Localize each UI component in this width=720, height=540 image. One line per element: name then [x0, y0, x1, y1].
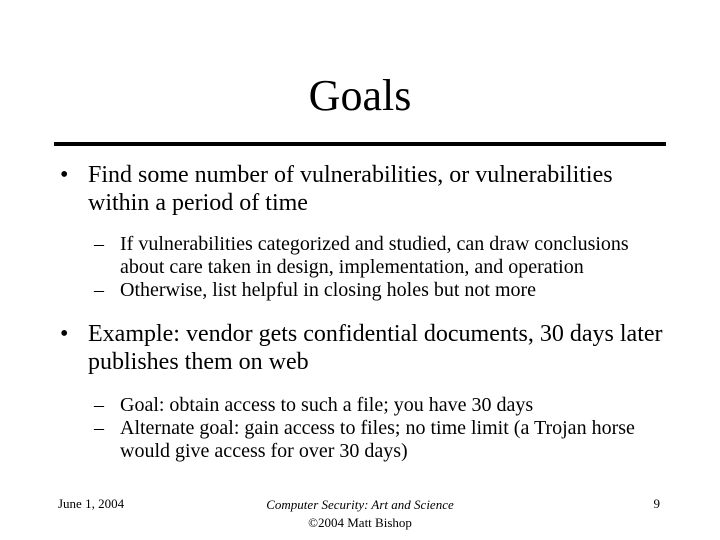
sub-bullet-item — [54, 394, 674, 417]
sub-bullet-text: Alternate goal: gain access to files; no time limit (a Trojan horse would give access for over 30 days) — [120, 417, 635, 462]
sub-list-container — [54, 233, 674, 302]
page-number: 9 — [653, 496, 660, 511]
sub-list-container — [54, 394, 674, 463]
bullet-text: Find some number of vulnerabilities, or vulnerabilities within a period of time — [88, 162, 613, 216]
sub-bullet-item — [54, 279, 674, 302]
sub-bullet-mark: – — [94, 417, 104, 439]
sub-bullet-list — [54, 233, 674, 302]
bullet-mark: • — [60, 321, 69, 347]
slide-title: Goals — [308, 71, 412, 120]
bullet-item — [54, 161, 674, 217]
bullet-list — [54, 161, 674, 463]
bullet-mark: • — [60, 162, 69, 188]
bullet-text: Example: vendor gets confidential documents, 30 days later publishes them on web — [88, 321, 663, 375]
sub-bullet-item — [54, 417, 674, 463]
sub-bullet-mark: – — [94, 233, 104, 255]
footer-course-title: Computer Security: Art and Science — [266, 497, 454, 512]
footer-date: June 1, 2004 — [58, 496, 125, 511]
sub-bullet-mark: – — [94, 394, 104, 416]
sub-bullet-item — [54, 233, 674, 279]
footer-center — [210, 496, 510, 532]
sub-bullet-mark: – — [94, 279, 104, 301]
sub-bullet-text: If vulnerabilities categorized and studied, can draw conclusions about care taken in design, implementation, and operation — [120, 233, 629, 278]
sub-bullet-text: Goal: obtain access to such a file; you have 30 days — [120, 394, 534, 416]
title-divider — [54, 142, 666, 146]
footer-copyright: ©2004 Matt Bishop — [308, 515, 412, 530]
bullet-item — [54, 320, 674, 376]
sub-bullet-list — [54, 394, 674, 463]
sub-bullet-text: Otherwise, list helpful in closing holes but not more — [120, 279, 537, 301]
